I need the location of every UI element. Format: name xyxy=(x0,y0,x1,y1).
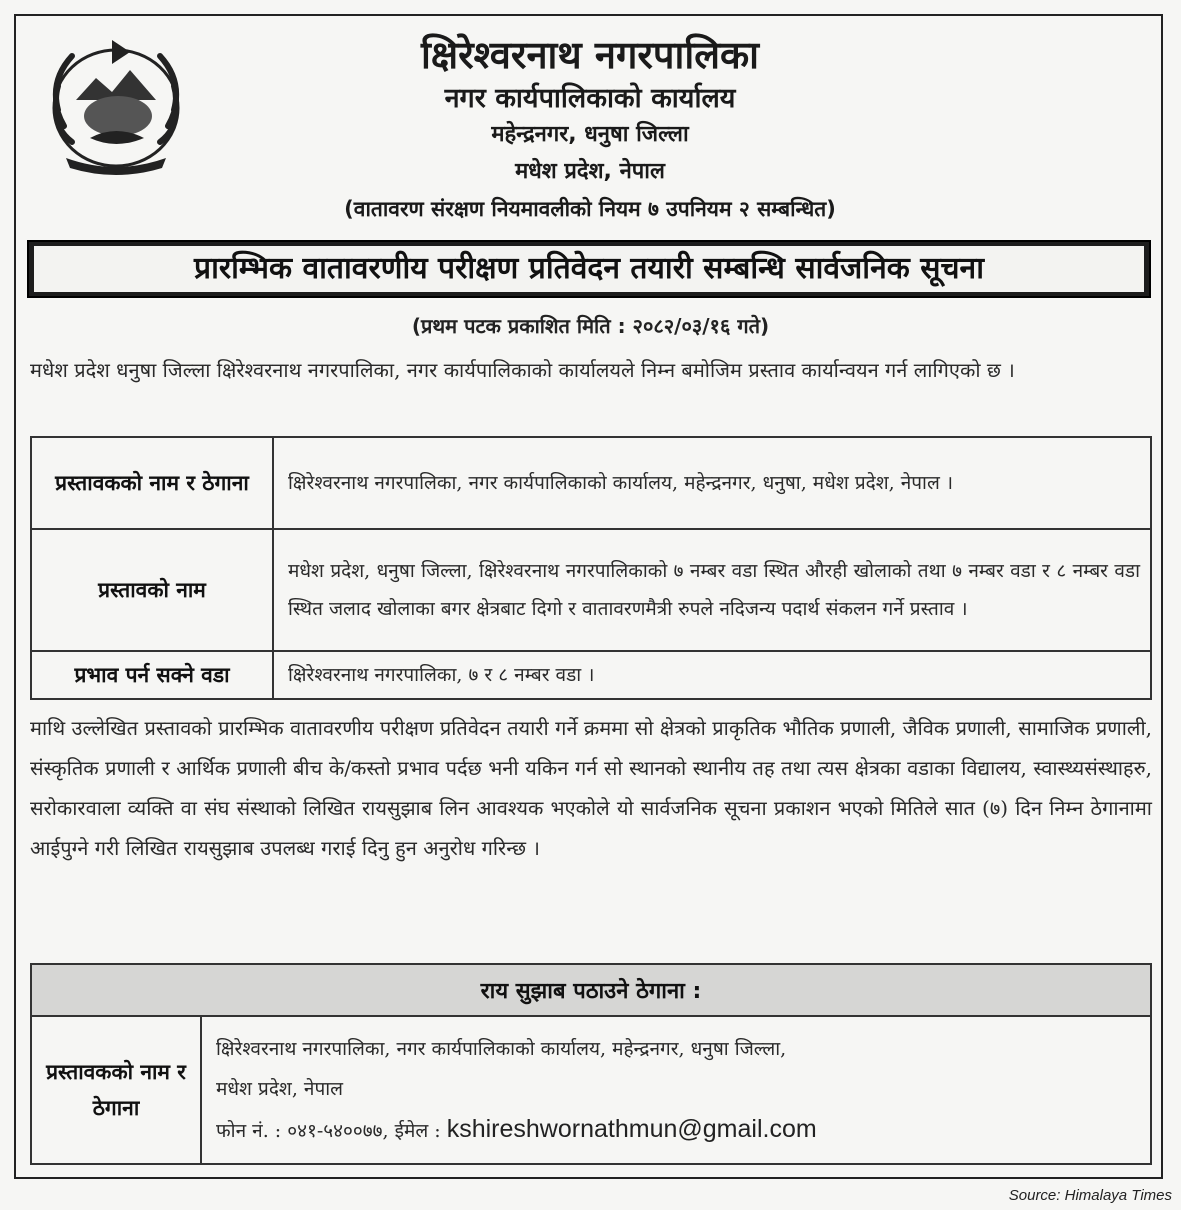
nepal-emblem-icon xyxy=(36,30,196,180)
contact-line xyxy=(216,1109,1140,1151)
body-paragraph: माथि उल्लेखित प्रस्तावको प्रारम्भिक वातावरणीय परीक्षण प्रतिवेदन तयारी गर्ने क्रममा सो क्षेत्रको प्राकृतिक भौतिक प्रणाली, जैविक प्रणाली, सामाजिक प्रणाली, संस्कृतिक प्रणाली र आर्थिक प्रणाली बीच के/कस्तो प्रभाव पर्दछ भनी यकिन गर्न सो स्थानको स्थानीय तह तथा त्यस क्षेत्रका वडाका विद्यालय, स्वास्थ्यसंस्थाहरु, सरोकारवाला व्यक्ति वा संघ संस्थाको लिखित रायसुझाब लिन आवश्यक भएकोले यो सार्वजनिक सूचना प्रकाशन भएको मितिले सात (७) दिन निम्न ठेगानामा आईपुग्ने गरी लिखित रायसुझाब उपलब्ध गराई दिनु हुन अनुरोध गरिन्छ । xyxy=(30,716,1152,860)
office-province: मधेश प्रदेश, नेपाल xyxy=(515,159,665,184)
source-credit: Source: Himalaya Times xyxy=(1008,1187,1172,1204)
proposer-label: प्रस्तावकको नाम र ठेगाना xyxy=(31,437,273,529)
office-name: क्षिरेश्वरनाथ नगरपालिका xyxy=(421,33,759,77)
notice-title: प्रारम्भिक वातावरणीय परीक्षण प्रतिवेदन तयारी सम्बन्धि सार्वजनिक सूचना xyxy=(34,246,1144,292)
address-table xyxy=(30,963,1152,1165)
proposer-value: क्षिरेश्वरनाथ नगरपालिका, नगर कार्यपालिकाको कार्यालय, महेन्द्रनगर, धनुषा, मधेश प्रदेश, नेपाल । xyxy=(273,437,1151,529)
rule-reference: (वातावरण संरक्षण नियमावलीको नियम ७ उपनियम २ सम्बन्धित) xyxy=(344,197,836,221)
table-row xyxy=(31,529,1151,651)
phone-text: फोन नं. : ०४१-५४००७७, xyxy=(216,1120,389,1142)
publication-date: (प्रथम पटक प्रकाशित मिति : २०८२/०३/१६ गते) xyxy=(411,314,770,338)
address-heading: राय सुझाब पठाउने ठेगाना : xyxy=(31,964,1151,1016)
table-row xyxy=(31,1016,1151,1164)
affected-ward-value: क्षिरेश्वरनाथ नगरपालिका, ७ र ८ नम्बर वडा । xyxy=(273,651,1151,699)
table-row xyxy=(31,437,1151,529)
address-line-1: क्षिरेश्वरनाथ नगरपालिका, नगर कार्यपालिकाको कार्यालय, महेन्द्रनगर, धनुषा जिल्ला, xyxy=(216,1038,787,1060)
address-value xyxy=(201,1016,1151,1164)
proposal-value: मधेश प्रदेश, धनुषा जिल्ला, क्षिरेश्वरनाथ नगरपालिकाको ७ नम्बर वडा स्थित औरही खोलाको तथा ७ नम्बर वडा र ८ नम्बर वडा स्थित जलाद खोलाका बगर क्षेत्रबाट दिगो र वातावरणमैत्री रुपले नदिजन्य पदार्थ संकलन गर्ने प्रस्ताव । xyxy=(273,529,1151,651)
proposal-label: प्रस्तावको नाम xyxy=(31,529,273,651)
intro-paragraph: मधेश प्रदेश धनुषा जिल्ला क्षिरेश्वरनाथ नगरपालिका, नगर कार्यपालिकाको कार्यालयले निम्न बमोजिम प्रस्ताव कार्यान्वयन गर्न लागिएको छ । xyxy=(30,358,1015,382)
email-link[interactable]: kshireshwornathmun@gmail.com xyxy=(446,1115,817,1143)
address-line-2: मधेश प्रदेश, नेपाल xyxy=(216,1078,344,1100)
office-subtitle: नगर कार्यपालिकाको कार्यालय xyxy=(444,83,736,114)
affected-ward-label: प्रभाव पर्न सक्ने वडा xyxy=(31,651,273,699)
office-location: महेन्द्रनगर, धनुषा जिल्ला xyxy=(491,122,689,147)
table-row xyxy=(31,651,1151,699)
email-label: ईमेल : xyxy=(394,1120,441,1142)
proposal-details-table xyxy=(30,436,1152,700)
table-row xyxy=(31,964,1151,1016)
address-label: प्रस्तावकको नाम र ठेगाना xyxy=(31,1016,201,1164)
